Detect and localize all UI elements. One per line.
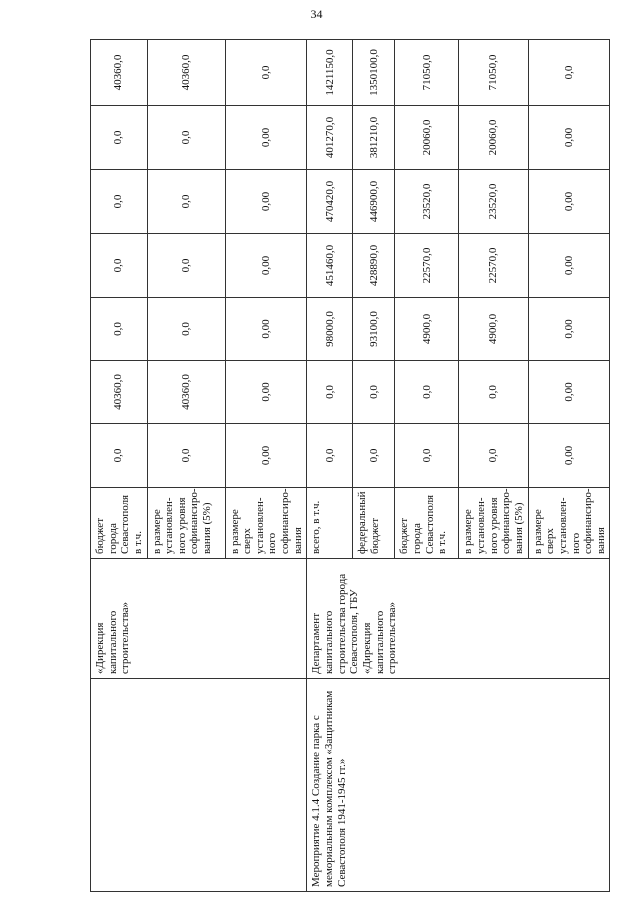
value-cell: 40360,0 xyxy=(91,40,148,106)
value-cell: 0,0 xyxy=(91,424,148,488)
measure-cell: Мероприятие 4.1.4 Создание парка с мемориальным комплексом «Защитникам Севастополя 1941-1945 гг.» xyxy=(307,679,610,892)
value-cell: 1421150,0 xyxy=(307,40,353,106)
source-cell: в размере установлен-ного уровня софинансиро-вания (5%) xyxy=(147,488,225,559)
value-cell: 0,00 xyxy=(528,234,610,298)
value-cell: 93100,0 xyxy=(353,298,395,361)
value-cell: 470420,0 xyxy=(307,170,353,234)
value-cell: 4900,0 xyxy=(395,298,459,361)
value-cell: 40360,0 xyxy=(147,361,225,424)
value-cell: 0,00 xyxy=(225,424,307,488)
executor-cell: Департамент капитального строительства города Севастополя, ГБУ «Дирекция капитального строительства» xyxy=(307,559,610,679)
value-cell: 0,0 xyxy=(225,40,307,106)
value-cell: 22570,0 xyxy=(395,234,459,298)
rotated-table-container xyxy=(90,40,607,892)
value-cell: 446900,0 xyxy=(353,170,395,234)
value-cell: 20060,0 xyxy=(459,106,528,170)
value-cell: 0,0 xyxy=(147,170,225,234)
value-cell: 0,00 xyxy=(528,298,610,361)
value-cell: 0,0 xyxy=(459,361,528,424)
value-cell: 0,0 xyxy=(395,424,459,488)
value-cell: 98000,0 xyxy=(307,298,353,361)
value-cell: 0,0 xyxy=(91,170,148,234)
page-number: 34 xyxy=(310,7,323,21)
value-cell: 0,0 xyxy=(91,298,148,361)
table-row xyxy=(91,40,148,892)
value-cell: 0,0 xyxy=(147,424,225,488)
value-cell: 0,00 xyxy=(528,170,610,234)
value-cell: 0,0 xyxy=(307,424,353,488)
value-cell: 71050,0 xyxy=(395,40,459,106)
value-cell: 0,00 xyxy=(528,424,610,488)
value-cell: 0,0 xyxy=(91,234,148,298)
value-cell: 40360,0 xyxy=(91,361,148,424)
value-cell: 0,00 xyxy=(225,170,307,234)
budget-table xyxy=(90,39,610,892)
value-cell: 0,0 xyxy=(459,424,528,488)
value-cell: 0,0 xyxy=(147,234,225,298)
value-cell: 0,0 xyxy=(353,361,395,424)
value-cell: 71050,0 xyxy=(459,40,528,106)
value-cell: 0,00 xyxy=(225,298,307,361)
source-cell: бюджет города Севастополя в т.ч. xyxy=(91,488,148,559)
value-cell: 0,00 xyxy=(225,106,307,170)
value-cell: 0,0 xyxy=(147,298,225,361)
source-cell: федеральный бюджет xyxy=(353,488,395,559)
value-cell: 0,0 xyxy=(395,361,459,424)
source-cell: в размере установлен-ного уровня софинансиро-вания (5%) xyxy=(459,488,528,559)
source-cell: в размере сверх установлен-ного софинансиро-вания xyxy=(528,488,610,559)
source-cell: в размере сверх установлен-ного софинансиро-вания xyxy=(225,488,307,559)
value-cell: 0,0 xyxy=(91,106,148,170)
measure-cell xyxy=(91,679,307,892)
value-cell: 23520,0 xyxy=(459,170,528,234)
value-cell: 23520,0 xyxy=(395,170,459,234)
value-cell: 0,00 xyxy=(225,361,307,424)
value-cell: 0,00 xyxy=(528,106,610,170)
value-cell: 401270,0 xyxy=(307,106,353,170)
value-cell: 381210,0 xyxy=(353,106,395,170)
value-cell: 22570,0 xyxy=(459,234,528,298)
source-cell: всего, в т.ч. xyxy=(307,488,353,559)
value-cell: 428890,0 xyxy=(353,234,395,298)
value-cell: 0,0 xyxy=(528,40,610,106)
value-cell: 0,0 xyxy=(147,106,225,170)
value-cell: 0,00 xyxy=(225,234,307,298)
value-cell: 0,0 xyxy=(353,424,395,488)
value-cell: 4900,0 xyxy=(459,298,528,361)
executor-cell: «Дирекция капитального строительства» xyxy=(91,559,307,679)
value-cell: 40360,0 xyxy=(147,40,225,106)
value-cell: 0,00 xyxy=(528,361,610,424)
value-cell: 20060,0 xyxy=(395,106,459,170)
table-row xyxy=(307,40,353,892)
source-cell: бюджет города Севастополя в т.ч. xyxy=(395,488,459,559)
value-cell: 1350100,0 xyxy=(353,40,395,106)
value-cell: 0,0 xyxy=(307,361,353,424)
value-cell: 451460,0 xyxy=(307,234,353,298)
